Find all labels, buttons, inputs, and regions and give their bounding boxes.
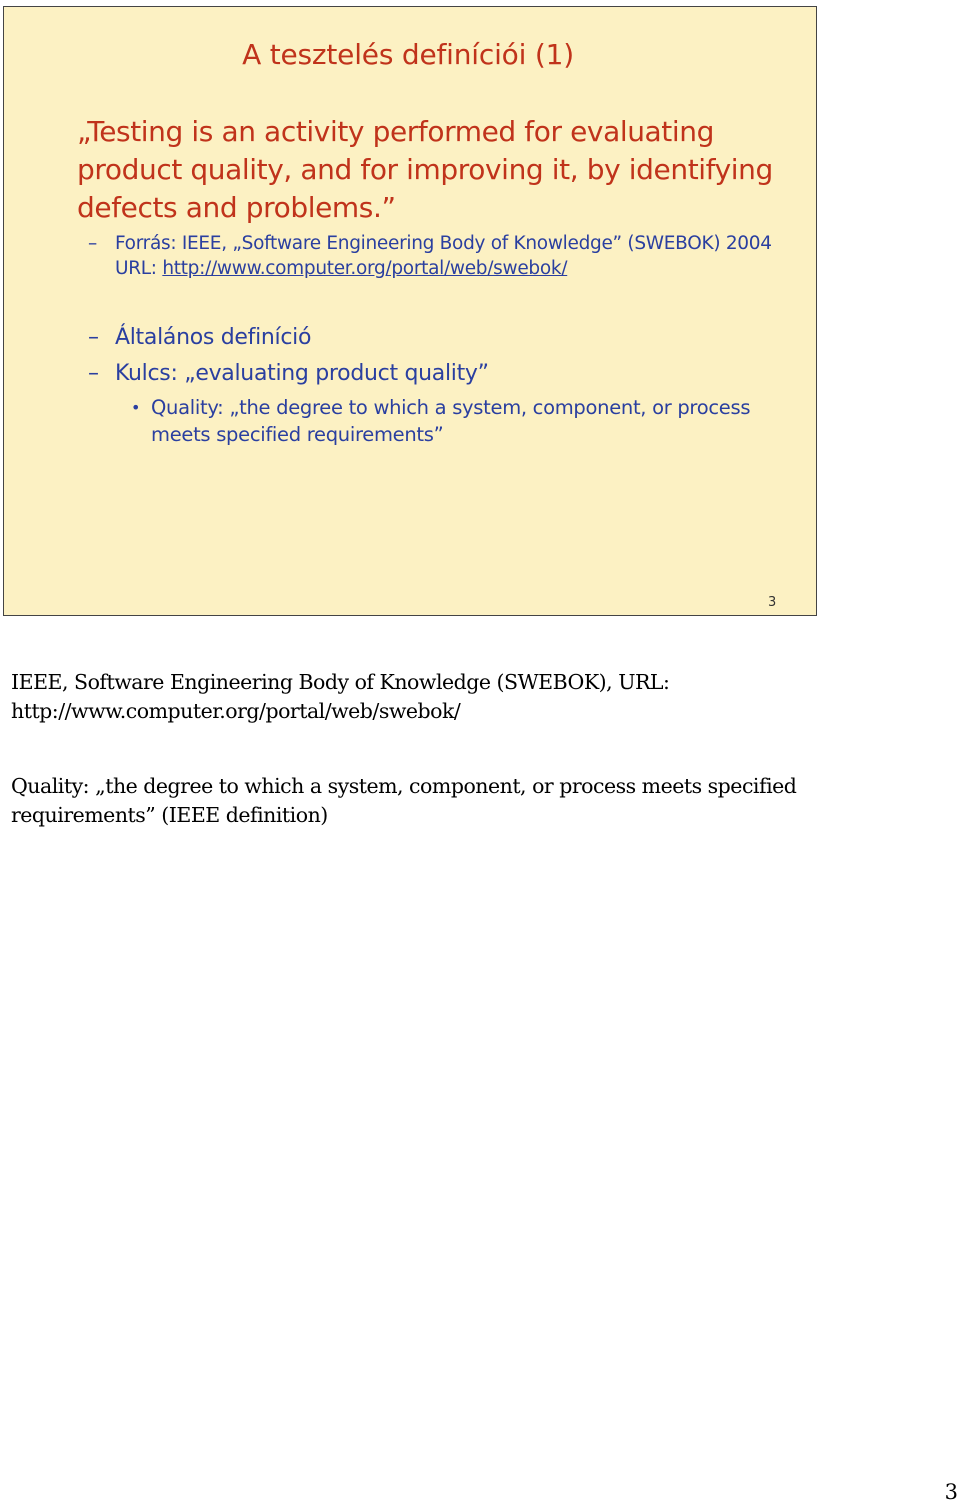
dash-bullet: –: [88, 325, 99, 350]
source-url-link[interactable]: http://www.computer.org/portal/web/swebok/: [162, 258, 568, 279]
list-item: [88, 320, 808, 356]
slide-title: A tesztelés definíciói (1): [242, 38, 574, 71]
source-list: [88, 231, 808, 281]
dash-bullet: –: [88, 233, 97, 254]
list-item: [88, 356, 808, 448]
notes-line: IEEE, Software Engineering Body of Knowledge (SWEBOK), URL:: [11, 670, 670, 694]
slide-number: 3: [768, 595, 777, 610]
list-item-text: Általános definíció: [115, 325, 312, 350]
page-number: 3: [944, 1480, 958, 1504]
source-text: Forrás: IEEE, „Software Engineering Body of Knowledge” (SWEBOK) 2004: [115, 233, 772, 254]
quote-line: „Testing is an activity performed for evaluating: [77, 115, 714, 148]
dash-bullet: –: [88, 361, 99, 386]
notes-line: http://www.computer.org/portal/web/swebok/: [11, 699, 461, 723]
slide-quote: [77, 113, 807, 227]
list-item-text: Kulcs: „evaluating product quality”: [115, 361, 489, 386]
quote-line: product quality, and for improving it, by identifying: [77, 153, 773, 186]
quality-sub-list: [115, 394, 808, 448]
sub-list-item: [127, 394, 808, 448]
slide: [3, 6, 817, 616]
sub-item-line: Quality: „the degree to which a system, component, or process: [151, 396, 751, 419]
sub-item-line: meets specified requirements”: [151, 423, 444, 446]
definition-list: [88, 320, 808, 448]
notes-line: requirements” (IEEE definition): [11, 803, 328, 827]
notes-paragraph-quality: [11, 772, 951, 830]
source-url-line: [115, 256, 808, 281]
dot-bullet: •: [131, 398, 141, 417]
source-url-label: URL:: [115, 258, 163, 279]
quote-line: defects and problems.”: [77, 191, 396, 224]
notes-line: Quality: „the degree to which a system, component, or process meets specified: [11, 774, 797, 798]
source-item: [88, 231, 808, 281]
notes-paragraph-source: [11, 668, 951, 726]
